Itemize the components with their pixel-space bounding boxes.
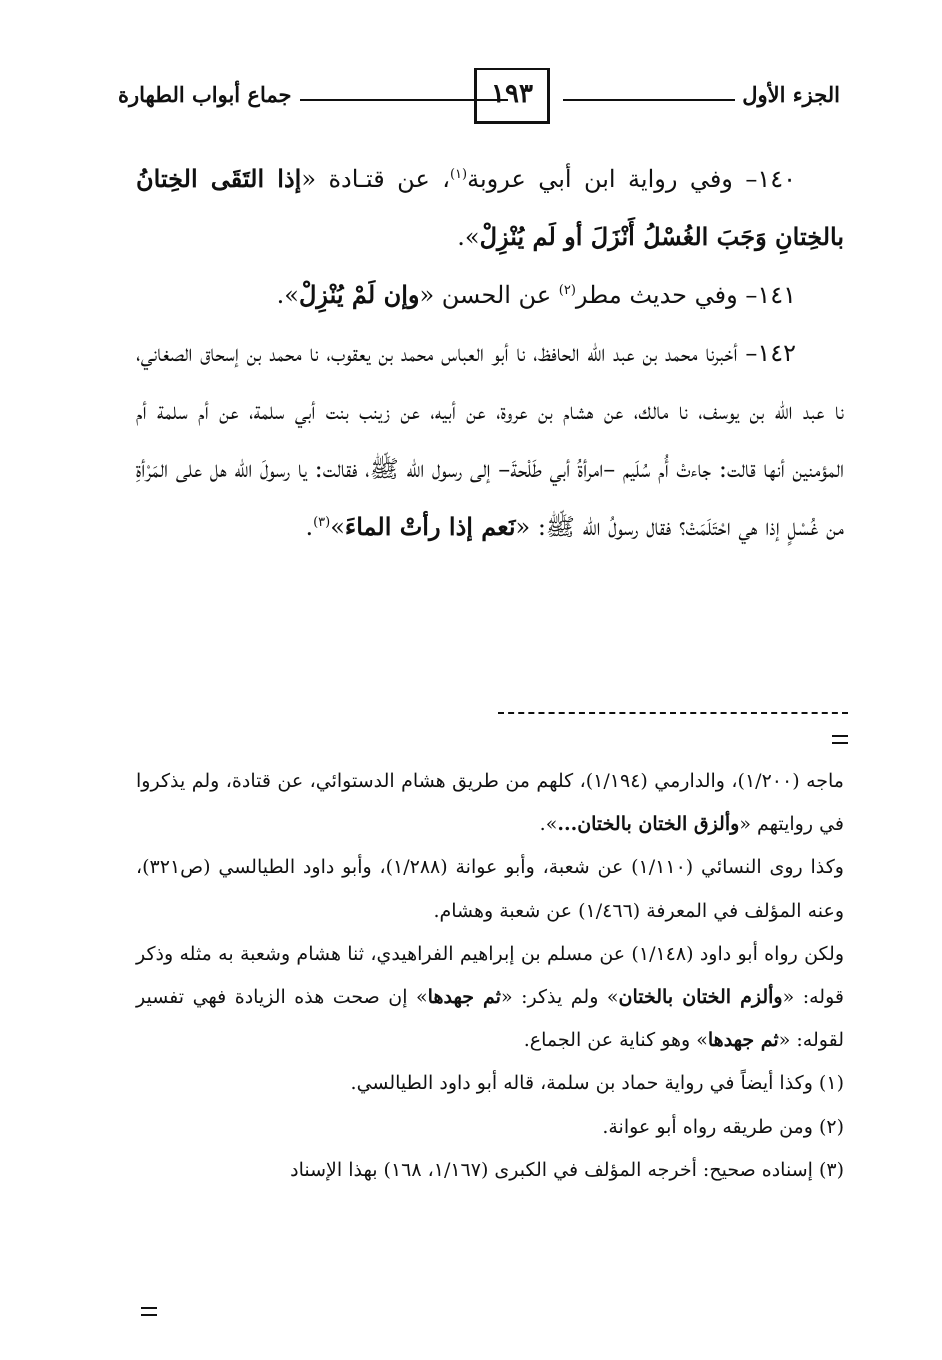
footnote-2: (٢) ومن طريقه رواه أبو عوانة. [602,1115,844,1138]
footnote-quote: ثم جهدها [427,986,501,1009]
hadith-text: – أخبرنا محمد بن عبد الله الحافظ، نا أبو العباس محمد بن يعقوب، نا محمد بن إسحاق الصغاني، نا عبد الله بن يوسف، نا مالك، عن هشام بن عروة، عن أبيه، عن زينب بنت أبي سلمة، عن أم سلمة أم المؤمنين أنها قالت: جاءتْ أُم سُلَيم –امرأةُ أبي طَلْحةَ– إلى رسول الله ﷺ، فقالت: يا رسولَ الله هل على المَرْأةِ من غُسْلٍ إذا هي احْتَلَمَتْ؟ فقال رسولُ الله ﷺ: « [136,339,844,541]
hadith-text: ». [457,223,480,251]
hadith-text: – وفي رواية ابن أبي عروبة [467,165,758,193]
hadith-text: – وفي حديث مطر [575,281,758,309]
hadith-140 [136,150,844,266]
footnote-1: (١) وكذا أيضاً في رواية حماد بن سلمة، قاله أبو داود الطيالسي. [350,1072,844,1095]
footnote-text: » ولم يذكر: « [500,986,619,1009]
footnote-quote: ثم جهدها [707,1029,779,1052]
footnote-separator [498,712,848,714]
footnote-3: (٣) إسناده صحيح: أخرجه المؤلف في الكبرى (١/١٦٧، ١٦٨) بهذا الإسناد [290,1158,844,1181]
continuation-mark [832,735,848,744]
page-number: ١٩٣ [474,68,550,124]
hadith-number: ١٤١ [757,281,796,309]
hadith-text: » [330,513,345,541]
footnote-ref-1: (١) [449,167,468,182]
footnote-text: ولكن رواه أبو داود (١/١٤٨) عن مسلم بن إبراهيم الفراهيدي، ثنا هشام وشعبة به مثله وذكر قوله: « [136,942,844,1009]
continuation-mark [141,1307,157,1316]
footnote-paragraph [136,933,844,1063]
footnote-text: » إن صحت هذه الزيادة فهي تفسير لقوله: « [136,986,844,1052]
hadith-number: ١٤٢ [757,339,796,367]
header-rule-left [300,99,508,101]
hadith-142 [136,324,844,556]
hadith-text: ، عن قتـادة « [301,165,450,193]
hadith-number: ١٤٠ [757,165,796,193]
header-rule-right [563,99,735,101]
hadith-141 [136,266,844,324]
hadith-text: ». [276,281,299,309]
hadith-quote: إذا التَقَى الخِتانُ بالخِتانِ وَجَبَ الغُسْلُ أَنْزَلَ أو لَم يُنْزِلْ [136,164,844,251]
main-text [136,150,844,556]
running-header [118,68,840,128]
footnote-text: ماجه (١/٢٠٠)، والدارمي (١/١٩٤)، كلهم من طريق هشام الدستوائي، عن قتادة، ولم يذكروا في روايتهم « [136,770,844,836]
footnote-quote: وألزم الختان بالختان [618,986,783,1009]
hadith-text: عن الحسن « [419,281,559,309]
footnote-text: » وهو كناية عن الجماع. [523,1029,708,1052]
footnote-continuation [136,760,844,846]
hadith-quote: نَعم إذا رأتْ الماءَ [344,512,516,541]
footnote-ref-2: (٢) [558,283,576,298]
footnote-text: ». [539,813,558,836]
footnote-quote: وألزق الختان بالختان... [557,813,740,836]
chapter-title: جماع أبواب الطهارة [118,82,292,107]
hadith-text: . [305,513,314,541]
footnote-ref-3: (٣) [313,515,331,530]
volume-title: الجزء الأول [742,82,840,107]
footnote-paragraph: وكذا روى النسائي (١/١١٠) عن شعبة، وأبو عوانة (١/٢٨٨)، وأبو داود الطيالسي (ص٣٢١)، وعنه المؤلف في المعرفة (١/٤٦٦) عن شعبة وهشام. [136,856,844,922]
footnotes [136,760,844,1192]
hadith-quote: وإن لَمْ يُنْزِلْ [298,280,420,309]
